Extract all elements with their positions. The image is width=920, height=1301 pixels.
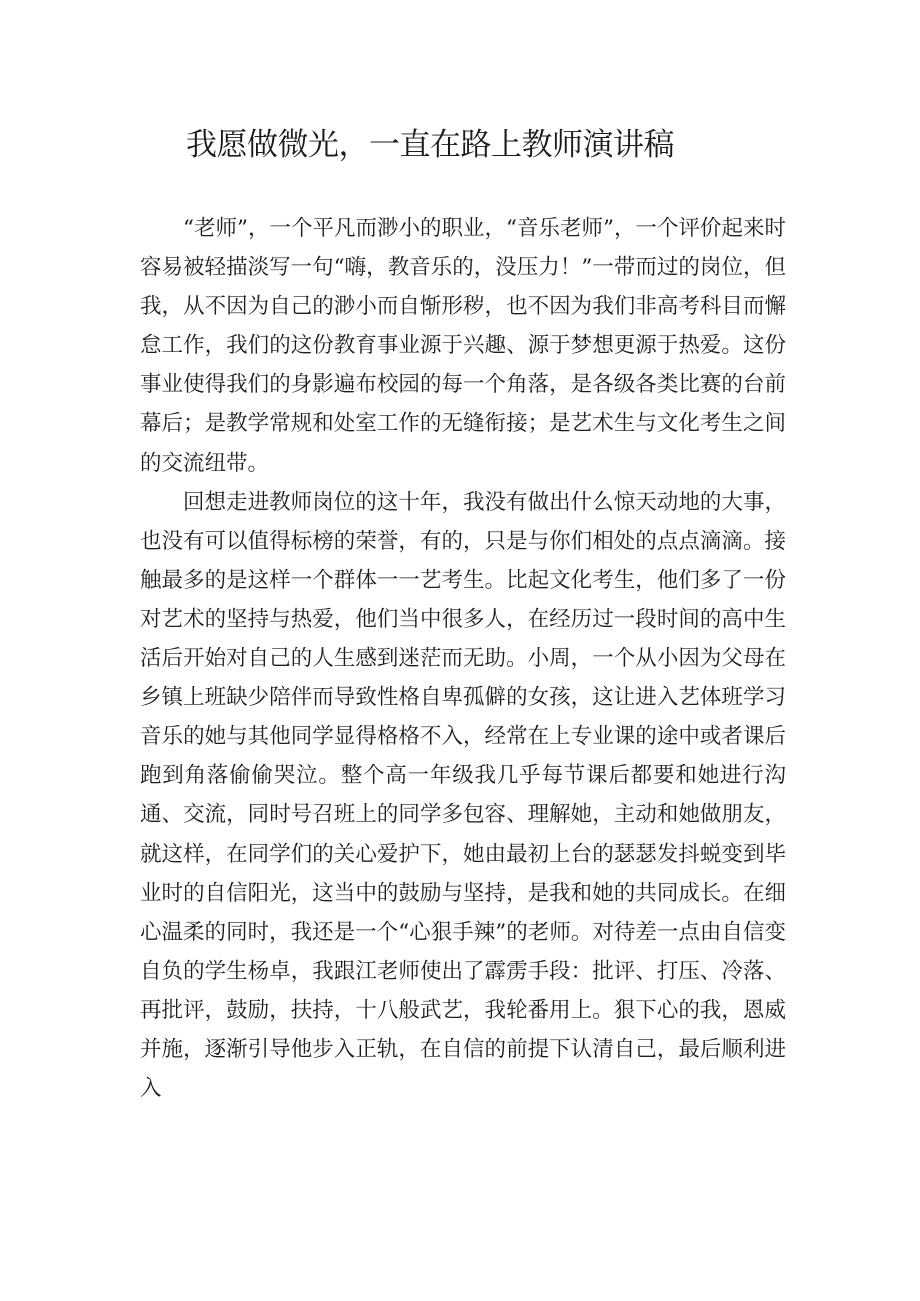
document-body <box>140 209 786 1108</box>
paragraph-1: “老师”，一个平凡而渺小的职业，“音乐老师”，一个评价起来时容易被轻描淡写一句“嗨，教音乐的，没压力！”一带而过的岗位，但我，从不因为自己的渺小而自惭形秽，也不因为我们非高考科目而懈怠工作，我们的这份教育事业源于兴趣、源于梦想更源于热爱。这份事业使得我们的身影遍布校园的每一个角落，是各级各类比赛的台前幕后；是教学常规和处室工作的无缝衔接；是艺术生与文化考生之间的交流纽带。 <box>140 216 786 476</box>
document-title: 我愿做微光，一直在路上教师演讲稿 <box>186 127 674 163</box>
paragraph-2: 回想走进教师岗位的这十年，我没有做出什么惊天动地的大事，也没有可以值得标榜的荣誉，有的，只是与你们相处的点点滴滴。接触最多的是这样一个群体一一艺考生。比起文化考生，他们多了一份对艺术的坚持与热爱，他们当中很多人，在经历过一段时间的高中生活后开始对自己的人生感到迷茫而无助。小周，一个从小因为父母在乡镇上班缺少陪伴而导致性格自卑孤僻的女孩，这让进入艺体班学习音乐的她与其他同学显得格格不入，经常在上专业课的途中或者课后跑到角落偷偷哭泣。整个高一年级我几乎每节课后都要和她进行沟通、交流，同时号召班上的同学多包容、理解她，主动和她做朋友，就这样，在同学们的关心爱护下，她由最初上台的瑟瑟发抖蜕变到毕业时的自信阳光，这当中的鼓励与坚持，是我和她的共同成长。在细心温柔的同时，我还是一个“心狠手辣”的老师。对待差一点由自信变自负的学生杨卓，我跟江老师使出了霹雳手段：批评、打压、冷落、再批评，鼓励，扶持，十八般武艺，我轮番用上。狠下心的我，恩威并施，逐渐引导他步入正轨，在自信的前提下认清自己，最后顺利进入 <box>140 489 786 1102</box>
